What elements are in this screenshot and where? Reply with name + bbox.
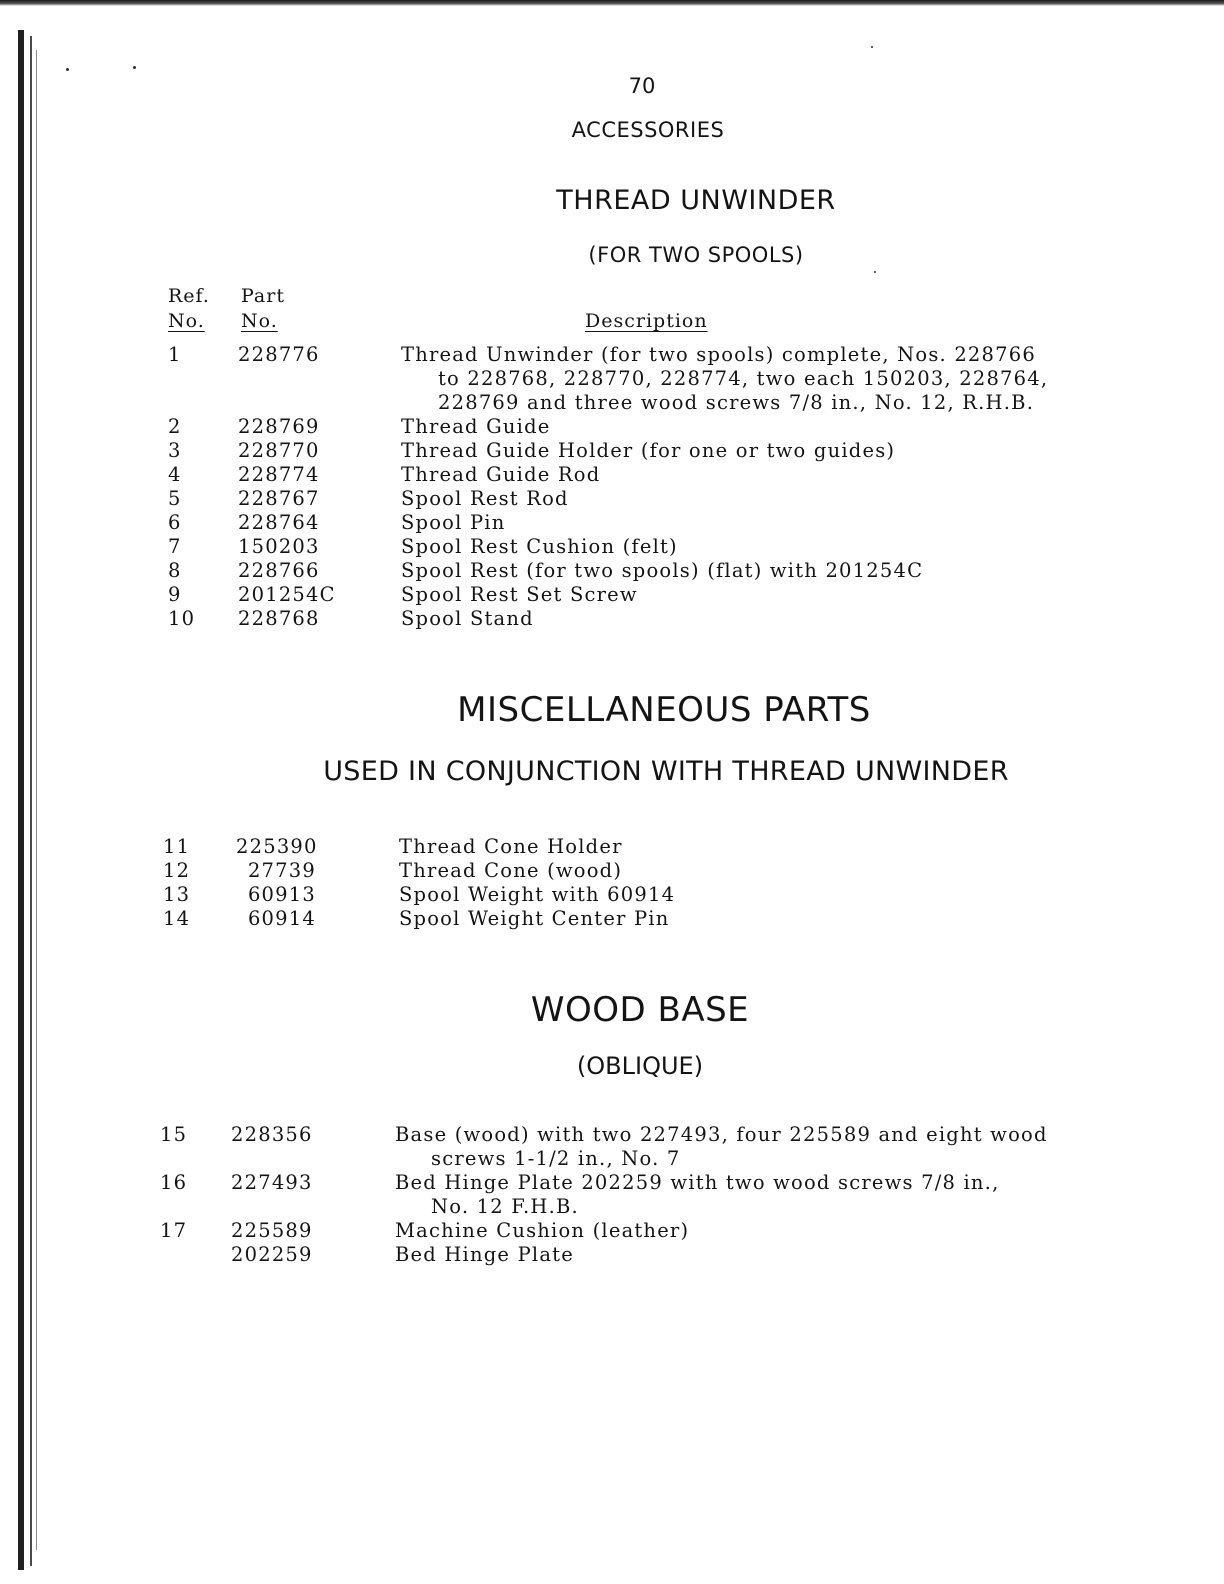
part-description: Spool Weight with 60914	[399, 883, 676, 906]
part-no: 228769	[238, 415, 320, 438]
wood-base-title: WOOD BASE	[530, 990, 750, 1030]
part-description: Spool Weight Center Pin	[399, 907, 670, 930]
part-no: 225390	[236, 835, 318, 858]
list-item	[0, 559, 1224, 583]
ref-no: 3	[168, 439, 182, 462]
list-item	[0, 535, 1224, 559]
part-no: 202259	[231, 1243, 313, 1266]
list-item	[0, 415, 1224, 439]
list-item	[0, 835, 1224, 859]
scan-speck	[133, 66, 136, 69]
part-description-continued: to 228768, 228770, 228774, two each 150203, 228764,	[438, 367, 1049, 390]
part-no: 228766	[238, 559, 320, 582]
list-item	[0, 463, 1224, 487]
list-item	[0, 907, 1224, 931]
list-item	[0, 511, 1224, 535]
part-no: 150203	[238, 535, 320, 558]
ref-no: 15	[160, 1123, 188, 1146]
ref-no: 13	[163, 883, 191, 906]
book-binding-edge	[14, 30, 48, 1580]
ref-no: 5	[168, 487, 182, 510]
ref-no: 9	[168, 583, 182, 606]
part-no-header: Part No.	[241, 285, 285, 332]
scan-speck	[874, 271, 876, 273]
wood-base-subtitle: (OBLIQUE)	[576, 1052, 704, 1080]
part-description: Machine Cushion (leather)	[395, 1219, 690, 1242]
part-description: Thread Guide Holder (for one or two guides)	[401, 439, 896, 462]
ref-no-header: Ref. No.	[168, 285, 210, 332]
list-item	[0, 1123, 1224, 1171]
part-no: 60914	[247, 907, 316, 930]
part-no: 228774	[238, 463, 320, 486]
thread-unwinder-subtitle: (FOR TWO SPOOLS)	[588, 243, 804, 267]
part-no: 228767	[238, 487, 320, 510]
ref-no: 7	[168, 535, 182, 558]
part-description: Spool Pin	[401, 511, 506, 534]
part-no: 27739	[247, 859, 316, 882]
part-no: 228768	[238, 607, 320, 630]
part-no: 228776	[238, 343, 320, 366]
part-no: 228356	[231, 1123, 313, 1146]
miscellaneous-parts-subtitle: USED IN CONJUNCTION WITH THREAD UNWINDER	[323, 756, 1009, 787]
ref-no: 10	[168, 607, 196, 630]
ref-no: 8	[168, 559, 182, 582]
part-description: Spool Rest Set Screw	[401, 583, 638, 606]
part-no: 228764	[238, 511, 320, 534]
part-description: Thread Guide Rod	[401, 463, 601, 486]
miscellaneous-parts-list	[0, 835, 1224, 931]
part-description: Base (wood) with two 227493, four 225589 and eight wood	[395, 1123, 1048, 1146]
section-label: ACCESSORIES	[571, 118, 725, 142]
ref-no: 4	[168, 463, 182, 486]
page-number: 70	[628, 74, 656, 98]
thread-unwinder-parts-list	[0, 343, 1224, 631]
list-item	[0, 439, 1224, 463]
part-description: Spool Rest Cushion (felt)	[401, 535, 678, 558]
part-description: Thread Cone Holder	[399, 835, 623, 858]
ref-no: 6	[168, 511, 182, 534]
part-description-continued: 228769 and three wood screws 7/8 in., No. 12, R.H.B.	[438, 391, 1035, 414]
list-item	[0, 583, 1224, 607]
scan-speck	[871, 46, 873, 48]
part-description: Bed Hinge Plate 202259 with two wood screws 7/8 in.,	[395, 1171, 1000, 1194]
list-item	[0, 883, 1224, 907]
part-no: 227493	[231, 1171, 313, 1194]
ref-no: 1	[168, 343, 182, 366]
part-no: 201254C	[238, 583, 336, 606]
part-no: 225589	[231, 1219, 313, 1242]
ref-no: 16	[160, 1171, 188, 1194]
list-item	[0, 1243, 1224, 1267]
list-item	[0, 607, 1224, 631]
part-description: Thread Unwinder (for two spools) complete, Nos. 228766	[401, 343, 1036, 366]
list-item	[0, 1171, 1224, 1219]
ref-no: 14	[163, 907, 191, 930]
part-description: Bed Hinge Plate	[395, 1243, 574, 1266]
list-item	[0, 859, 1224, 883]
ref-no: 11	[163, 835, 191, 858]
miscellaneous-parts-title: MISCELLANEOUS PARTS	[457, 690, 871, 730]
scan-speck	[66, 68, 69, 71]
part-description: Thread Cone (wood)	[399, 859, 623, 882]
part-no: 228770	[238, 439, 320, 462]
list-item	[0, 487, 1224, 511]
part-description-continued: screws 1-1/2 in., No. 7	[431, 1147, 681, 1170]
wood-base-parts-list	[0, 1123, 1224, 1267]
ref-no: 12	[163, 859, 191, 882]
part-description: Spool Rest (for two spools) (flat) with 201254C	[401, 559, 924, 582]
ref-no: 2	[168, 415, 182, 438]
part-description: Thread Guide	[401, 415, 551, 438]
description-header: Description	[585, 310, 708, 332]
thread-unwinder-title: THREAD UNWINDER	[556, 185, 836, 216]
ref-no: 17	[160, 1219, 188, 1242]
scan-top-edge	[0, 0, 1224, 6]
list-item	[0, 343, 1224, 415]
part-description: Spool Stand	[401, 607, 534, 630]
part-no: 60913	[247, 883, 316, 906]
part-description: Spool Rest Rod	[401, 487, 569, 510]
part-description-continued: No. 12 F.H.B.	[431, 1195, 579, 1218]
list-item	[0, 1219, 1224, 1243]
